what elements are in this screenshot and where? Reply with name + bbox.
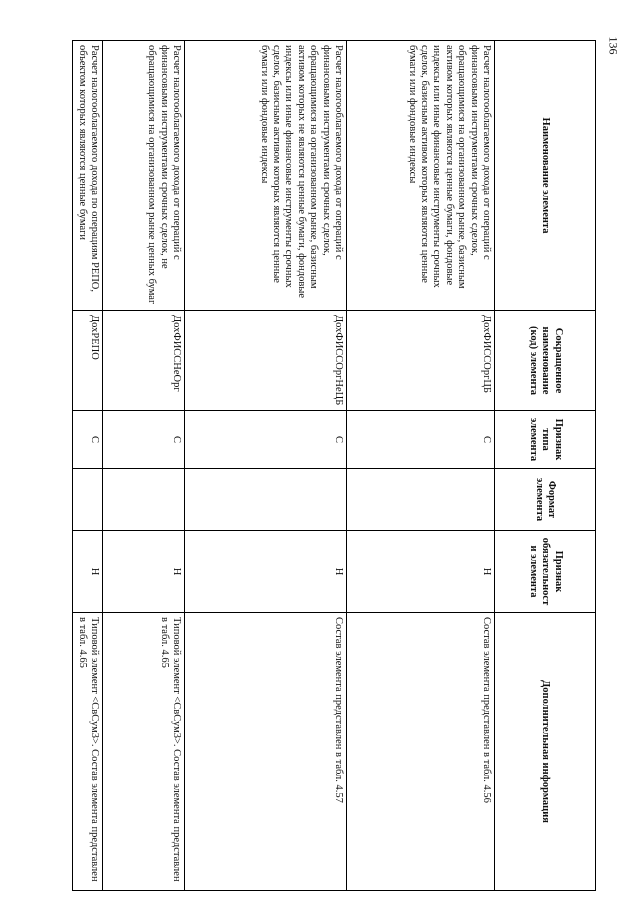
cell-code: ДохФИССОргЦБ [347, 311, 495, 411]
rotated-table-wrapper [76, 40, 596, 890]
header-additional-info: Дополнительная информация [495, 613, 596, 891]
page-number: 136 [606, 36, 621, 55]
cell-required: Н [73, 531, 103, 613]
table-row [347, 41, 495, 891]
cell-info: Типовой элемент <СвСум3>. Состав элемента представлен в табл. 4.65 [103, 613, 185, 891]
cell-required: Н [347, 531, 495, 613]
cell-code: ДохФИССОргНеЦБ [185, 311, 347, 411]
header-element-required: Признак обязательности элемента [495, 531, 596, 613]
cell-format [73, 469, 103, 531]
cell-format [103, 469, 185, 531]
header-element-type: Признак типа элемента [495, 411, 596, 469]
table-row [73, 41, 103, 891]
table-row [185, 41, 347, 891]
cell-info: Состав элемента представлен в табл. 4.57 [185, 613, 347, 891]
cell-type: С [103, 411, 185, 469]
cell-code: ДохРЕПО [73, 311, 103, 411]
cell-code: ДохФИССНеОрг [103, 311, 185, 411]
header-element-code: Сокращенное наименование (код) элемента [495, 311, 596, 411]
header-element-name: Наименование элемента [495, 41, 596, 311]
cell-name: Расчет налогооблагаемого дохода от операций с финансовыми инструментами срочных сделок, обращающимися на организованном рынке, базисным активом которых являются ценные бумаги, фондовые индексы или иные финансовые инструменты срочных сделок, базисным активом которых являются ценные бумаги или фондовые индексы [347, 41, 495, 311]
cell-info: Типовой элемент <СвСум3>. Состав элемента представлен в табл. 4.65 [73, 613, 103, 891]
cell-type: С [347, 411, 495, 469]
cell-required: Н [185, 531, 347, 613]
cell-type: С [73, 411, 103, 469]
elements-table [72, 40, 596, 891]
header-element-format: Формат элемента [495, 469, 596, 531]
cell-type: С [185, 411, 347, 469]
cell-name: Расчет налогооблагаемого дохода от операций с финансовыми инструментами срочных сделок, не обращающимися на организованном рынке ценных бумаг [103, 41, 185, 311]
cell-format [185, 469, 347, 531]
table-row [103, 41, 185, 891]
cell-info: Состав элемента представлен в табл. 4.56 [347, 613, 495, 891]
table-header-row [495, 41, 596, 891]
cell-name: Расчет налогооблагаемого дохода от операций с финансовыми инструментами срочных сделок, обращающимися на организованном рынке, базисным активом которых не являются ценные бумаги, фондовые индексы или иные финансовые инструменты срочных сделок, базисным активом которых являются ценные бумаги или фондовые индексы [185, 41, 347, 311]
cell-format [347, 469, 495, 531]
cell-name: Расчет налогооблагаемого дохода по операциям РЕПО, объектом которых являются ценные бумаги [73, 41, 103, 311]
cell-required: Н [103, 531, 185, 613]
